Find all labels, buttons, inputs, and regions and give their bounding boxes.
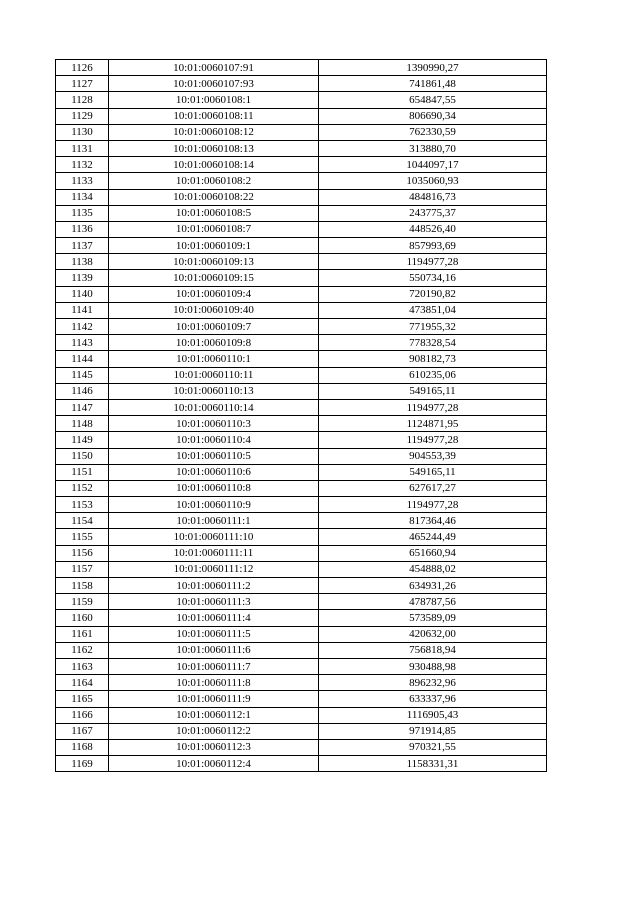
cadastral-number-cell: 10:01:0060112:4 (109, 756, 319, 772)
row-number-cell: 1132 (56, 157, 109, 173)
row-number-cell: 1153 (56, 497, 109, 513)
row-number-cell: 1168 (56, 739, 109, 755)
row-number-cell: 1155 (56, 529, 109, 545)
table-row (56, 756, 547, 772)
cadastral-number-cell: 10:01:0060110:1 (109, 351, 319, 367)
table-row (56, 238, 547, 254)
value-cell: 817364,46 (319, 513, 547, 529)
cadastral-number-cell: 10:01:0060108:5 (109, 205, 319, 221)
cadastral-number-cell: 10:01:0060110:6 (109, 464, 319, 480)
value-cell: 1044097,17 (319, 157, 547, 173)
value-cell: 243775,37 (319, 205, 547, 221)
value-cell: 484816,73 (319, 189, 547, 205)
cadastral-number-cell: 10:01:0060108:7 (109, 221, 319, 237)
row-number-cell: 1141 (56, 302, 109, 318)
table-row (56, 108, 547, 124)
value-cell: 610235,06 (319, 367, 547, 383)
cadastral-value-table (55, 59, 547, 772)
table-row (56, 173, 547, 189)
table-row (56, 675, 547, 691)
row-number-cell: 1136 (56, 221, 109, 237)
value-cell: 1194977,28 (319, 254, 547, 270)
row-number-cell: 1157 (56, 561, 109, 577)
value-cell: 970321,55 (319, 739, 547, 755)
value-cell: 420632,00 (319, 626, 547, 642)
cadastral-number-cell: 10:01:0060107:93 (109, 76, 319, 92)
table-row (56, 286, 547, 302)
value-cell: 549165,11 (319, 464, 547, 480)
row-number-cell: 1144 (56, 351, 109, 367)
cadastral-number-cell: 10:01:0060111:12 (109, 561, 319, 577)
value-cell: 1390990,27 (319, 60, 547, 76)
value-cell: 633337,96 (319, 691, 547, 707)
table-row (56, 383, 547, 399)
table-row (56, 221, 547, 237)
cadastral-number-cell: 10:01:0060111:5 (109, 626, 319, 642)
cadastral-number-cell: 10:01:0060109:7 (109, 319, 319, 335)
cadastral-number-cell: 10:01:0060110:5 (109, 448, 319, 464)
row-number-cell: 1129 (56, 108, 109, 124)
cadastral-number-cell: 10:01:0060111:11 (109, 545, 319, 561)
table-row (56, 529, 547, 545)
table-row (56, 497, 547, 513)
value-cell: 762330,59 (319, 124, 547, 140)
cadastral-number-cell: 10:01:0060111:7 (109, 658, 319, 674)
value-cell: 573589,09 (319, 610, 547, 626)
row-number-cell: 1140 (56, 286, 109, 302)
cadastral-number-cell: 10:01:0060107:91 (109, 60, 319, 76)
cadastral-number-cell: 10:01:0060111:3 (109, 594, 319, 610)
table-row (56, 464, 547, 480)
table-row (56, 351, 547, 367)
row-number-cell: 1151 (56, 464, 109, 480)
value-cell: 473851,04 (319, 302, 547, 318)
cadastral-number-cell: 10:01:0060109:15 (109, 270, 319, 286)
row-number-cell: 1135 (56, 205, 109, 221)
cadastral-number-cell: 10:01:0060110:9 (109, 497, 319, 513)
table-row (56, 642, 547, 658)
row-number-cell: 1162 (56, 642, 109, 658)
cadastral-number-cell: 10:01:0060112:3 (109, 739, 319, 755)
value-cell: 971914,85 (319, 723, 547, 739)
cadastral-number-cell: 10:01:0060109:4 (109, 286, 319, 302)
row-number-cell: 1146 (56, 383, 109, 399)
row-number-cell: 1142 (56, 319, 109, 335)
cadastral-number-cell: 10:01:0060111:10 (109, 529, 319, 545)
cadastral-number-cell: 10:01:0060110:13 (109, 383, 319, 399)
value-cell: 904553,39 (319, 448, 547, 464)
row-number-cell: 1160 (56, 610, 109, 626)
table-row (56, 76, 547, 92)
cadastral-number-cell: 10:01:0060111:1 (109, 513, 319, 529)
table-row (56, 124, 547, 140)
value-cell: 651660,94 (319, 545, 547, 561)
row-number-cell: 1137 (56, 238, 109, 254)
row-number-cell: 1147 (56, 399, 109, 415)
cadastral-number-cell: 10:01:0060108:13 (109, 140, 319, 156)
table-row (56, 626, 547, 642)
cadastral-number-cell: 10:01:0060111:2 (109, 578, 319, 594)
table-row (56, 432, 547, 448)
cadastral-number-cell: 10:01:0060110:4 (109, 432, 319, 448)
value-cell: 1116905,43 (319, 707, 547, 723)
value-cell: 720190,82 (319, 286, 547, 302)
cadastral-number-cell: 10:01:0060109:13 (109, 254, 319, 270)
value-cell: 634931,26 (319, 578, 547, 594)
table-row (56, 319, 547, 335)
document-page (55, 59, 547, 772)
value-cell: 1194977,28 (319, 432, 547, 448)
value-cell: 549165,11 (319, 383, 547, 399)
value-cell: 313880,70 (319, 140, 547, 156)
cadastral-number-cell: 10:01:0060108:12 (109, 124, 319, 140)
cadastral-number-cell: 10:01:0060110:14 (109, 399, 319, 415)
cadastral-number-cell: 10:01:0060110:8 (109, 480, 319, 496)
cadastral-number-cell: 10:01:0060112:1 (109, 707, 319, 723)
value-cell: 478787,56 (319, 594, 547, 610)
value-cell: 1194977,28 (319, 399, 547, 415)
table-row (56, 60, 547, 76)
row-number-cell: 1139 (56, 270, 109, 286)
table-row (56, 92, 547, 108)
table-row (56, 739, 547, 755)
cadastral-number-cell: 10:01:0060111:9 (109, 691, 319, 707)
row-number-cell: 1143 (56, 335, 109, 351)
value-cell: 756818,94 (319, 642, 547, 658)
value-cell: 627617,27 (319, 480, 547, 496)
table-row (56, 513, 547, 529)
value-cell: 741861,48 (319, 76, 547, 92)
row-number-cell: 1154 (56, 513, 109, 529)
value-cell: 448526,40 (319, 221, 547, 237)
value-cell: 1124871,95 (319, 416, 547, 432)
row-number-cell: 1156 (56, 545, 109, 561)
cadastral-number-cell: 10:01:0060108:22 (109, 189, 319, 205)
table-row (56, 335, 547, 351)
row-number-cell: 1130 (56, 124, 109, 140)
table-row (56, 594, 547, 610)
value-cell: 454888,02 (319, 561, 547, 577)
value-cell: 1194977,28 (319, 497, 547, 513)
cadastral-number-cell: 10:01:0060108:11 (109, 108, 319, 124)
row-number-cell: 1161 (56, 626, 109, 642)
row-number-cell: 1152 (56, 480, 109, 496)
value-cell: 806690,34 (319, 108, 547, 124)
row-number-cell: 1163 (56, 658, 109, 674)
row-number-cell: 1165 (56, 691, 109, 707)
row-number-cell: 1158 (56, 578, 109, 594)
value-cell: 465244,49 (319, 529, 547, 545)
row-number-cell: 1164 (56, 675, 109, 691)
table-row (56, 157, 547, 173)
cadastral-number-cell: 10:01:0060108:14 (109, 157, 319, 173)
row-number-cell: 1145 (56, 367, 109, 383)
table-row (56, 189, 547, 205)
table-row (56, 578, 547, 594)
cadastral-number-cell: 10:01:0060111:6 (109, 642, 319, 658)
table-row (56, 658, 547, 674)
table-row (56, 723, 547, 739)
value-cell: 857993,69 (319, 238, 547, 254)
table-row (56, 367, 547, 383)
row-number-cell: 1131 (56, 140, 109, 156)
table-row (56, 545, 547, 561)
cadastral-number-cell: 10:01:0060110:3 (109, 416, 319, 432)
row-number-cell: 1149 (56, 432, 109, 448)
value-cell: 771955,32 (319, 319, 547, 335)
table-row (56, 254, 547, 270)
row-number-cell: 1166 (56, 707, 109, 723)
cadastral-number-cell: 10:01:0060109:8 (109, 335, 319, 351)
row-number-cell: 1133 (56, 173, 109, 189)
row-number-cell: 1169 (56, 756, 109, 772)
value-cell: 550734,16 (319, 270, 547, 286)
cadastral-number-cell: 10:01:0060108:1 (109, 92, 319, 108)
value-cell: 908182,73 (319, 351, 547, 367)
table-row (56, 561, 547, 577)
table-row (56, 205, 547, 221)
table-row (56, 610, 547, 626)
cadastral-number-cell: 10:01:0060110:11 (109, 367, 319, 383)
row-number-cell: 1134 (56, 189, 109, 205)
cadastral-number-cell: 10:01:0060111:4 (109, 610, 319, 626)
row-number-cell: 1128 (56, 92, 109, 108)
table-row (56, 416, 547, 432)
table-row (56, 399, 547, 415)
table-row (56, 691, 547, 707)
value-cell: 896232,96 (319, 675, 547, 691)
table-row (56, 448, 547, 464)
value-cell: 930488,98 (319, 658, 547, 674)
row-number-cell: 1150 (56, 448, 109, 464)
cadastral-number-cell: 10:01:0060109:40 (109, 302, 319, 318)
table-body (56, 60, 547, 772)
value-cell: 778328,54 (319, 335, 547, 351)
row-number-cell: 1159 (56, 594, 109, 610)
cadastral-number-cell: 10:01:0060112:2 (109, 723, 319, 739)
value-cell: 1035060,93 (319, 173, 547, 189)
row-number-cell: 1138 (56, 254, 109, 270)
row-number-cell: 1126 (56, 60, 109, 76)
row-number-cell: 1167 (56, 723, 109, 739)
table-row (56, 480, 547, 496)
table-row (56, 707, 547, 723)
cadastral-number-cell: 10:01:0060109:1 (109, 238, 319, 254)
table-row (56, 302, 547, 318)
value-cell: 1158331,31 (319, 756, 547, 772)
cadastral-number-cell: 10:01:0060111:8 (109, 675, 319, 691)
table-row (56, 140, 547, 156)
table-row (56, 270, 547, 286)
row-number-cell: 1127 (56, 76, 109, 92)
value-cell: 654847,55 (319, 92, 547, 108)
row-number-cell: 1148 (56, 416, 109, 432)
cadastral-number-cell: 10:01:0060108:2 (109, 173, 319, 189)
